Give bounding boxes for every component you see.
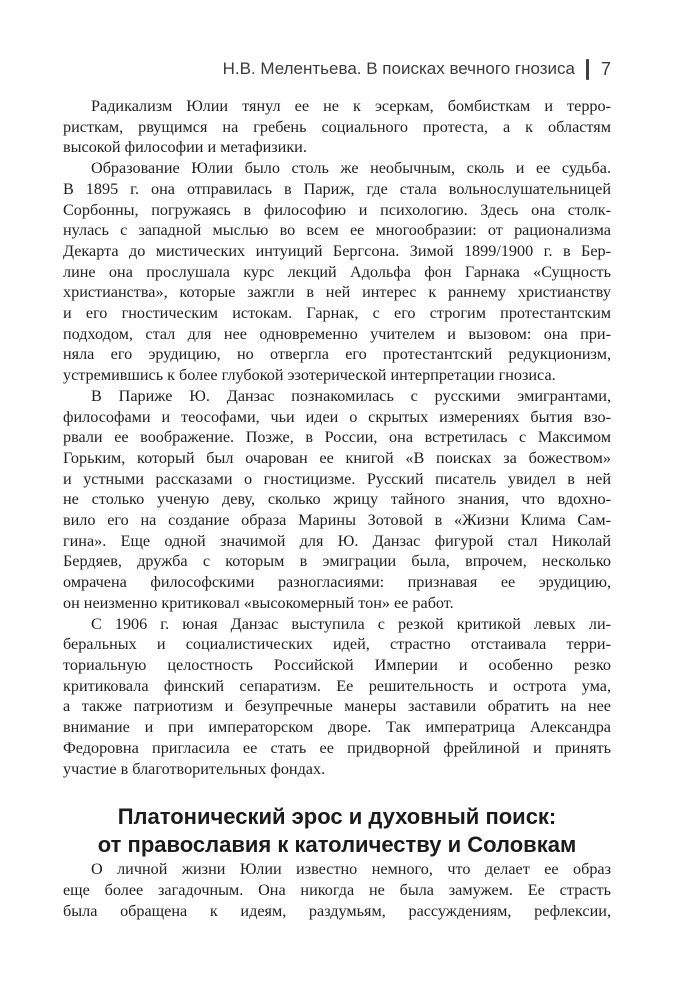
text-line: участие в благотворительных фондах. [63, 759, 326, 778]
text-line: Бердяев, дружба с которым в эмиграции была, впрочем, несколько [63, 552, 611, 571]
text-line: О личной жизни Юлии известно немного, что делает ее образ [91, 860, 611, 879]
paragraph [63, 614, 611, 780]
text-line: Декарта до мистических интуиций Бергсона. Зимой 1899/1900 г. в Бер- [63, 241, 611, 260]
section-heading-line: от православия к католичеству и Соловкам [97, 832, 577, 858]
text-line: высокой философии и метафизики. [63, 138, 307, 157]
text-line: Федоровна пригласила ее стать ее придворной фрейлиной и принять [63, 738, 611, 757]
text-line: и устными рассказами о гностицизме. Русский писатель увидел в ней [63, 469, 611, 488]
paragraph [63, 96, 611, 158]
text-line: была обращена к идеям, раздумьям, рассуждениям, рефлексии, [63, 901, 611, 920]
paragraph [63, 158, 611, 386]
paragraph [63, 859, 611, 921]
running-title: Н.В. Мелентьева. В поисках вечного гнозиса [222, 59, 575, 78]
text-line: вило его на создание образа Марины Зотовой в «Жизни Клима Сам- [63, 511, 611, 530]
text-line: Горьким, который был очарован ее книгой «В поисках за божеством» [63, 448, 611, 467]
section-heading [63, 803, 611, 859]
text-line: и его гностическим истокам. Гарнак, с его строгим протестантским [63, 304, 611, 323]
text-line: няла его эрудицию, но отвергла его протестантский редукционизм, [63, 345, 611, 364]
text-line: критиковала финский сепаратизм. Ее решительность и острота ума, [63, 676, 611, 695]
text-line: нулась с западной мыслью во всем ее многообразии: от рационализма [63, 221, 611, 240]
text-line: христианства», которые зажгли в ней интерес к раннему христианству [63, 283, 611, 302]
text-line: философами и теософами, чьи идеи о скрытых измерениях бытия взо- [63, 407, 611, 426]
text-line: омрачена философскими разногласиями: признавая ее эрудицию, [63, 573, 611, 592]
text-line: внимание и при императорском дворе. Так императрица Александра [63, 718, 611, 737]
text-line: В 1895 г. она отправилась в Париж, где стала вольнослушательницей [63, 179, 611, 198]
section-heading-line: Платонический эрос и духовный поиск: [117, 804, 557, 830]
text-line: С 1906 г. юная Данзас выступила с резкой критикой левых ли- [91, 614, 611, 633]
text-line: ристкам, рвущимся на гребень социального протеста, а к областям [63, 117, 611, 136]
text-line: рвали ее воображение. Позже, в России, она встретилась с Максимом [63, 428, 611, 447]
page-number: 7 [600, 58, 611, 79]
text-line: устремившись к более глубокой эзотерической интерпретации гнозиса. [63, 366, 556, 385]
text-line: гина». Еще одной значимой для Ю. Данзас фигурой стал Николай [63, 531, 611, 550]
text-line: В Париже Ю. Данзас познакомилась с русскими эмигрантами, [91, 386, 611, 405]
text-line: еще более загадочным. Она никогда не была замужем. Ее страсть [63, 880, 611, 899]
text-line: Сорбонны, погружаясь в философию и психологию. Здесь она столк- [63, 200, 611, 219]
text-line: беральных и социалистических идей, страстно отстаивала терри- [63, 635, 611, 654]
header-divider-bar [586, 59, 589, 80]
text-line: лине она прослушала курс лекций Адольфа фон Гарнака «Сущность [63, 262, 611, 281]
running-header [63, 57, 611, 81]
paragraph [63, 386, 611, 614]
text-line: не столько ученую деву, сколько жрицу тайного знания, что вдохно- [63, 490, 611, 509]
text-line: Образование Юлии было столь же необычным, сколь и ее судьба. [91, 159, 611, 178]
text-line: подходом, стал для нее одновременно учителем и вызовом: она при- [63, 324, 611, 343]
text-line: ториальную целостность Российской Империи и особенно резко [63, 655, 611, 674]
text-line: он неизменно критиковал «высокомерный тон» ее работ. [63, 593, 454, 612]
page-content [63, 96, 611, 921]
text-line: а также патриотизм и безупречные манеры заставили обратить на нее [63, 697, 611, 716]
text-line: Радикализм Юлии тянул ее не к эсеркам, бомбисткам и терро- [91, 97, 611, 115]
